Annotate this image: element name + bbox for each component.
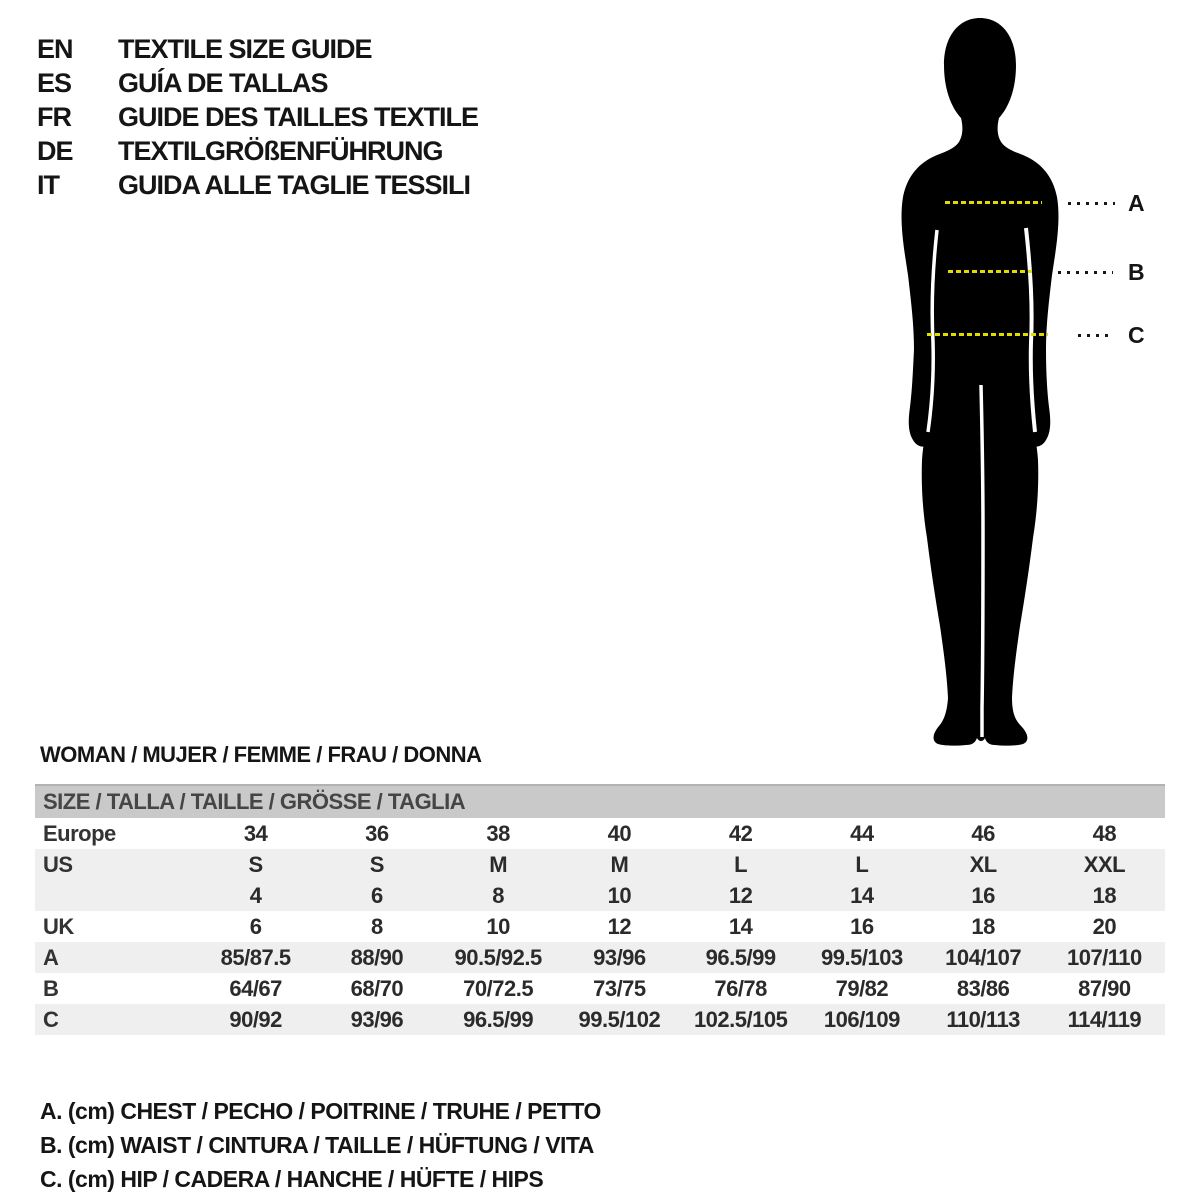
size-cell: 96.5/99 [463, 1007, 534, 1032]
woman-silhouette [880, 8, 1080, 753]
measure-a-dashed-line [945, 201, 1042, 204]
size-cell: 34 [243, 821, 268, 846]
row-label: Europe [43, 821, 116, 846]
size-cell: L [855, 852, 869, 877]
legend-line-b: B. (cm) WAIST / CINTURA / TAILLE / HÜFTUNG / VITA [40, 1132, 594, 1158]
table-row-us-numeric [35, 880, 1165, 911]
size-cell: 83/86 [956, 976, 1010, 1001]
size-cell: 87/90 [1078, 976, 1131, 1001]
measure-c-dotted-line [1078, 334, 1114, 337]
size-cell: 14 [728, 914, 753, 939]
size-cell: 10 [607, 883, 632, 908]
size-cell: 8 [492, 883, 504, 908]
size-cell: 44 [850, 821, 874, 846]
size-cell: 40 [607, 821, 632, 846]
size-cell: 114/119 [1067, 1007, 1142, 1032]
size-cell: 6 [249, 914, 262, 939]
size-cell: 106/109 [823, 1007, 900, 1032]
size-cell: 76/78 [714, 976, 767, 1001]
measure-c-dashed-line [927, 333, 1048, 336]
size-cell: 99.5/102 [578, 1007, 661, 1032]
row-label: C [43, 1007, 59, 1032]
row-label: A [43, 945, 59, 970]
size-cell: 46 [971, 821, 995, 846]
table-row-a [35, 942, 1165, 973]
language-row-it [0, 168, 700, 202]
language-code: IT [37, 170, 59, 200]
size-cell: S [248, 852, 263, 877]
legend-line-a: A. (cm) CHEST / PECHO / POITRINE / TRUHE / PETTO [40, 1098, 601, 1124]
size-cell: 107/110 [1066, 945, 1142, 970]
measure-a-label: A [1128, 190, 1145, 216]
size-cell: L [734, 852, 748, 877]
size-cell: 12 [728, 883, 753, 908]
size-cell: 79/82 [835, 976, 889, 1001]
size-cell: 36 [365, 821, 389, 846]
size-cell: M [489, 852, 508, 877]
size-cell: 12 [607, 914, 632, 939]
language-row-es [0, 66, 700, 100]
size-cell: 110/113 [946, 1007, 1020, 1032]
size-cell: XXL [1083, 852, 1126, 877]
size-cell: 10 [486, 914, 510, 939]
silhouette-body [902, 18, 1059, 746]
size-cell: 90.5/92.5 [454, 945, 542, 970]
size-cell: 99.5/103 [821, 945, 903, 970]
size-cell: 18 [971, 914, 995, 939]
size-cell: S [369, 852, 384, 877]
row-label: US [43, 852, 73, 877]
size-cell: 104/107 [945, 945, 1022, 970]
size-cell: 88/90 [350, 945, 404, 970]
language-row-de [0, 134, 700, 168]
size-cell: 16 [850, 914, 874, 939]
size-cell: 42 [728, 821, 753, 846]
size-cell: 20 [1092, 914, 1117, 939]
language-code: FR [37, 102, 71, 132]
size-cell: 4 [249, 883, 262, 908]
language-row-fr [0, 100, 700, 134]
size-cell: 16 [971, 883, 995, 908]
measure-b-dashed-line [948, 270, 1032, 273]
size-table-rows [35, 818, 1165, 1035]
size-cell: M [610, 852, 629, 877]
table-row-c [35, 1004, 1165, 1035]
row-label [35, 880, 195, 911]
language-title: TEXTILE SIZE GUIDE [118, 34, 372, 64]
language-title: GUIDA ALLE TAGLIE TESSILI [118, 170, 470, 200]
language-title: GUÍA DE TALLAS [118, 68, 328, 98]
size-cell: 96.5/99 [705, 945, 776, 970]
language-code: ES [37, 68, 72, 98]
size-cell: 8 [371, 914, 383, 939]
size-cell: 14 [850, 883, 874, 908]
language-row-en [0, 32, 700, 66]
table-row-uk [35, 911, 1165, 942]
row-label: B [43, 976, 59, 1001]
legend-line-c: C. (cm) HIP / CADERA / HANCHE / HÜFTE / HIPS [40, 1166, 544, 1192]
gender-heading: WOMAN / MUJER / FEMME / FRAU / DONNA [40, 742, 482, 767]
measurement-legend [40, 1094, 601, 1196]
size-cell: 68/70 [350, 976, 404, 1001]
size-cell: 18 [1092, 883, 1117, 908]
language-code: EN [37, 34, 73, 64]
size-cell: 102.5/105 [693, 1007, 788, 1032]
size-cell: 93/96 [350, 1007, 404, 1032]
measure-c-label: C [1128, 322, 1145, 348]
size-table-header: SIZE / TALLA / TAILLE / GRÖSSE / TAGLIA [35, 784, 1165, 818]
size-cell: 90/92 [229, 1007, 282, 1032]
row-label: UK [43, 914, 74, 939]
size-table [35, 784, 1165, 1035]
language-code: DE [37, 136, 73, 166]
size-cell: 38 [486, 821, 510, 846]
woman-silhouette-graphic [880, 8, 1080, 753]
measure-b-label: B [1128, 259, 1145, 285]
table-row-b [35, 973, 1165, 1004]
size-cell: 73/75 [593, 976, 646, 1001]
language-title: TEXTILGRÖßENFÜHRUNG [118, 136, 443, 166]
table-row-us [35, 849, 1165, 880]
size-cell: 64/67 [229, 976, 282, 1001]
size-cell: 85/87.5 [220, 945, 291, 970]
leg-gap-highlight [981, 385, 983, 737]
size-cell: 48 [1092, 821, 1117, 846]
language-title: GUIDE DES TAILLES TEXTILE [118, 102, 479, 132]
size-cell: 70/72.5 [463, 976, 534, 1001]
size-cell: 93/96 [593, 945, 646, 970]
size-cell: XL [969, 852, 997, 877]
size-cell: 6 [371, 883, 383, 908]
table-row-europe [35, 818, 1165, 849]
language-title-list [0, 32, 700, 202]
